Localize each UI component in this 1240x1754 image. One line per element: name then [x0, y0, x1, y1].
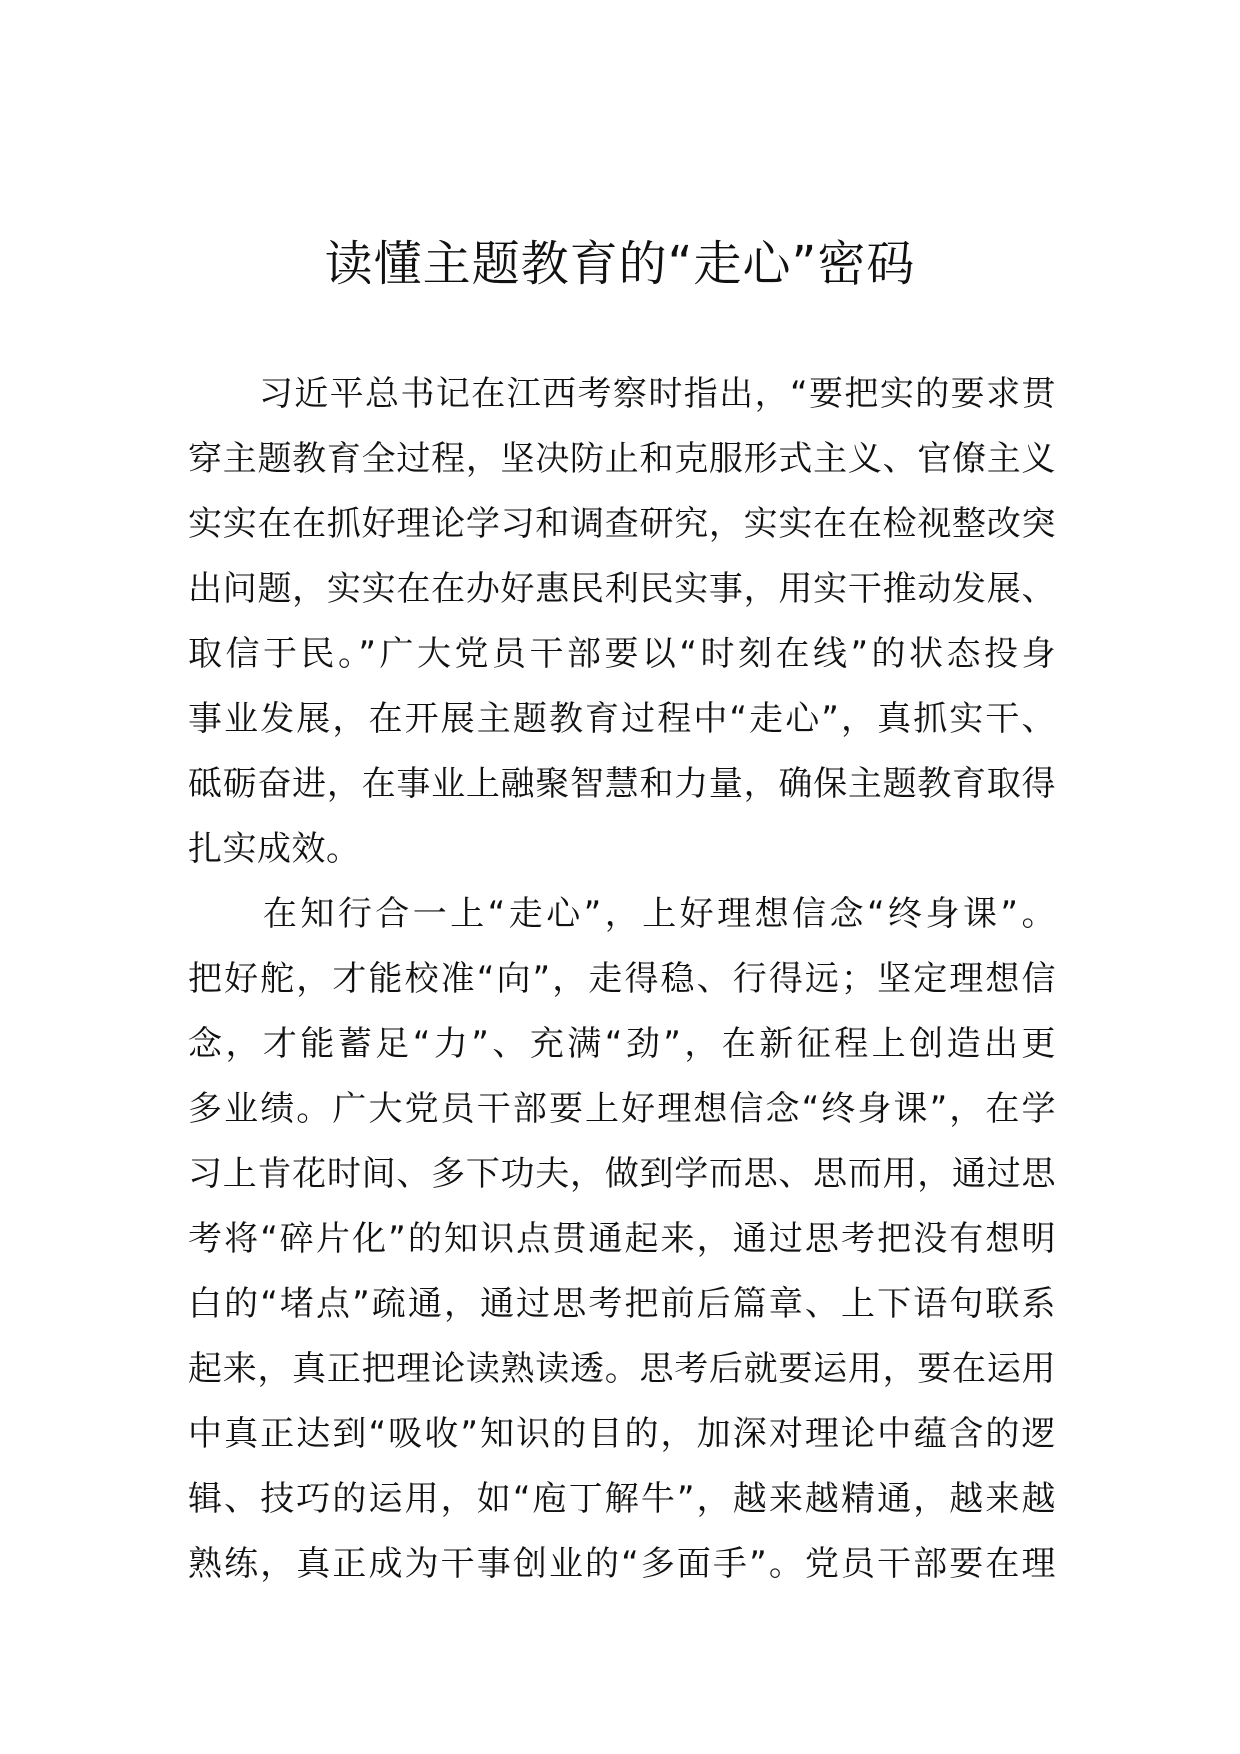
text-line: 习上肯花时间、多下功夫，做到学而思、思而用，通过思: [188, 1154, 1056, 1194]
text-line: 穿主题教育全过程，坚决防止和克服形式主义、官僚主义: [188, 439, 1056, 479]
text-line: 起来，真正把理论读熟读透。思考后就要运用，要在运用: [188, 1349, 1056, 1389]
text-line: 事业发展，在开展主题教育过程中“走心”，真抓实干、: [188, 699, 1056, 739]
text-line: 白的“堵点”疏通，通过思考把前后篇章、上下语句联系: [188, 1284, 1056, 1324]
text-line: 出问题，实实在在办好惠民利民实事，用实干推动发展、: [188, 569, 1056, 609]
text-line: 念，才能蓄足“力”、充满“劲”，在新征程上创造出更: [188, 1024, 1056, 1064]
text-line: 多业绩。广大党员干部要上好理想信念“终身课”，在学: [188, 1089, 1056, 1129]
text-line: 把好舵，才能校准“向”，走得稳、行得远；坚定理想信: [188, 959, 1056, 999]
text-line: 熟练，真正成为干事创业的“多面手”。党员干部要在理: [188, 1544, 1056, 1584]
text-line: 取信于民。”广大党员干部要以“时刻在线”的状态投身: [188, 634, 1056, 674]
text-line: 实实在在抓好理论学习和调查研究，实实在在检视整改突: [188, 504, 1056, 544]
text-line: 中真正达到“吸收”知识的目的，加深对理论中蕴含的逻: [188, 1414, 1056, 1454]
text-line: 考将“碎片化”的知识点贯通起来，通过思考把没有想明: [188, 1219, 1056, 1259]
document-title: 读懂主题教育的“走心”密码: [324, 236, 916, 292]
document-body: [188, 362, 1056, 1597]
text-line: 辑、技巧的运用，如“庖丁解牛”，越来越精通，越来越: [188, 1479, 1056, 1519]
text-line: 在知行合一上“走心”，上好理想信念“终身课”。: [188, 894, 1056, 934]
text-line: 砥砺奋进，在事业上融聚智慧和力量，确保主题教育取得: [188, 764, 1056, 804]
text-line: 扎实成效。: [188, 829, 361, 869]
text-line: 习近平总书记在江西考察时指出，“要把实的要求贯: [188, 374, 1056, 414]
